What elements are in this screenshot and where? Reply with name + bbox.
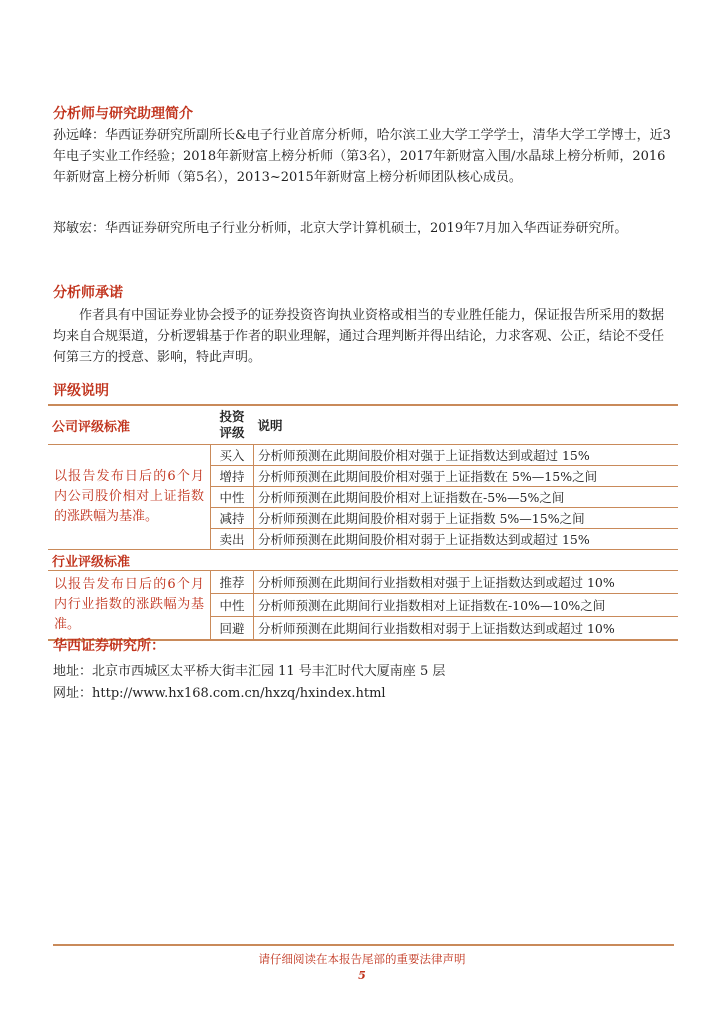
company-rating-desc: 分析师预测在此期间股价相对弱于上证指数达到或超过 15%	[254, 529, 679, 550]
company-rating-label: 增持	[211, 466, 254, 487]
industry-rating-label: 回避	[211, 616, 254, 640]
rating-table-header-row	[48, 405, 678, 445]
industry-rating-label: 推荐	[211, 571, 254, 594]
company-rating-label: 减持	[211, 508, 254, 529]
footer-legal-note: 请仔细阅读在本报告尾部的重要法律声明	[258, 952, 466, 966]
analyst-bio-2: 郑敏宏：华西证券研究所电子行业分析师，北京大学计算机硕士，2019年7月加入华西证券研究所。	[53, 221, 628, 236]
company-rating-desc: 分析师预测在此期间股价相对强于上证指数在 5%—15%之间	[254, 466, 679, 487]
analyst-bio-1: 孙远峰：华西证券研究所副所长&电子行业首席分析师，哈尔滨工业大学工学学士，清华大学工学博士，近3年电子实业工作经验；2018年新财富上榜分析师（第3名），2017年新财富入围/水晶球上榜分析师，2016年新财富上榜分析师（第5名），2013~2015年新财富上榜分析师团队核心成员。	[53, 128, 671, 185]
company-rating-label: 卖出	[211, 529, 254, 550]
description-header: 说明	[257, 418, 283, 433]
company-rating-desc: 分析师预测在此期间股价相对上证指数在-5%—5%之间	[254, 487, 679, 508]
company-rating-header: 公司评级标准	[52, 419, 131, 435]
rating-section-title: 评级说明	[53, 383, 109, 399]
company-rating-desc: 分析师预测在此期间股价相对弱于上证指数 5%—15%之间	[254, 508, 679, 529]
institute-title: 华西证券研究所：	[53, 638, 165, 654]
institute-address: 地址：北京市西城区太平桥大街丰汇园 11 号丰汇时代大厦南座 5 层	[53, 664, 446, 679]
company-rating-desc: 分析师预测在此期间股价相对强于上证指数达到或超过 15%	[254, 445, 679, 466]
company-criteria: 以报告发布日后的6个月内公司股价相对上证指数的涨跌幅为基准。	[54, 469, 204, 524]
institute-website[interactable]: 网址：http://www.hx168.com.cn/hxzq/hxindex.html	[53, 686, 386, 701]
company-rating-label: 中性	[211, 487, 254, 508]
invest-rating-header: 投资评级	[219, 409, 245, 440]
industry-rating-header-row	[48, 550, 678, 571]
industry-criteria: 以报告发布日后的6个月内行业指数的涨跌幅为基准。	[54, 577, 204, 632]
footer-divider	[53, 944, 674, 946]
industry-rating-desc: 分析师预测在此期间行业指数相对弱于上证指数达到或超过 10%	[254, 616, 679, 640]
rating-table	[48, 404, 678, 641]
company-rating-row	[48, 445, 678, 466]
industry-rating-desc: 分析师预测在此期间行业指数相对强于上证指数达到或超过 10%	[254, 571, 679, 594]
commitment-section-title: 分析师承诺	[53, 285, 123, 301]
analyst-section-title: 分析师与研究助理简介	[53, 106, 193, 122]
industry-rating-desc: 分析师预测在此期间行业指数相对上证指数在-10%—10%之间	[254, 593, 679, 616]
industry-rating-row	[48, 571, 678, 594]
company-rating-label: 买入	[211, 445, 254, 466]
industry-rating-header: 行业评级标准	[52, 554, 131, 570]
page-number: 5	[358, 969, 366, 982]
industry-rating-label: 中性	[211, 593, 254, 616]
commitment-text: 作者具有中国证券业协会授予的证券投资咨询执业资格或相当的专业胜任能力，保证报告所采用的数据均来自合规渠道，分析逻辑基于作者的职业理解，通过合理判断并得出结论，力求客观、公正，结论不受任何第三方的授意、影响，特此声明。	[53, 308, 665, 365]
